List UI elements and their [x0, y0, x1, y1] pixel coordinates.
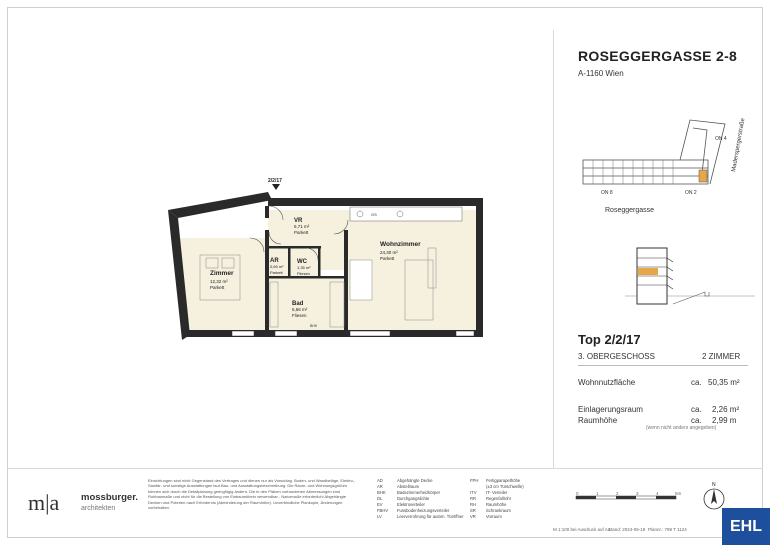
legend-row: DL Durchgangslichte: [377, 496, 430, 501]
stair-label-on4: ON 4: [715, 136, 727, 142]
logo-mark: m|a: [28, 490, 60, 515]
entry-tag: 2/2/17: [268, 178, 282, 184]
storage-label: Einlagerungsraum: [578, 405, 643, 414]
room-vr-floor: Parkett: [294, 230, 309, 235]
height-value: 2,99 m: [712, 416, 737, 425]
legend-left: [377, 478, 467, 520]
height-note: (wenn nicht anders angegeben): [646, 425, 717, 431]
section-diagram: [625, 240, 755, 312]
disclaimer: Einrichtungen sind nicht Gegenstand des Vertrages und dienen nur als Vorschlag. Boden- und Wandbeläge, Elektro-, Sanitär- und sonstige Ausstattungen laut Bau- und Ausstattungsbeschreibung. Die Raum- und Wohnungsgrößen können sich durch die Detailplanung geringfügig ändern. Die in den Plänen vorhandenen Abmessungen sind Rohbaumaße und nicht für die Bestellung von Einbaumöbeln verwendbar - Naturmaße erforderlich! Abgehängte Decken und Poterien nach Erfordernis (Abminderung der Raumhöhe). Unverbindliche Plankopie, Änderungen vorbehalten.: [148, 478, 356, 511]
room-vr-area: 5,71 m²: [294, 224, 310, 229]
room-bad-name: Bad: [292, 301, 304, 307]
floor-zimmer: [178, 238, 268, 330]
height-ca: ca.: [691, 416, 702, 425]
legend-row: SR Schrankraum: [470, 508, 511, 513]
legend-row: AR Abstellraum: [377, 484, 420, 489]
plan-stand: Stand: 2024-06-19: [608, 527, 646, 532]
legend-right: [470, 478, 550, 520]
legend-row: RH Raumhöhe: [470, 502, 507, 507]
apartment-floor-plan: [160, 170, 495, 370]
divider-horizontal: [7, 468, 763, 469]
room-zimmer-area: 12,32 m²: [210, 279, 228, 284]
floor-bad: [268, 278, 348, 330]
stair-label-on8: ON 8: [601, 190, 613, 196]
unit-label: Top 2/2/17: [578, 332, 641, 347]
room-ar-area: 0,69 m²: [270, 264, 284, 269]
north-label: N: [712, 482, 716, 488]
legend-row: EV Elektroverteiler: [377, 502, 425, 507]
scale-tick-5: 5m: [675, 491, 682, 496]
legend-row: BHK Badezimmerheizkörper: [377, 490, 441, 495]
legend-row: ITV IT- Verteiler: [470, 490, 508, 495]
scale-tick-0: 0: [576, 491, 579, 496]
unit-rooms: 2 ZIMMER: [702, 352, 741, 361]
room-wohnzimmer-name: Wohnzimmer: [380, 241, 421, 248]
logo-sub: architekten: [81, 505, 116, 512]
scale-tick-3: 3: [636, 491, 639, 496]
room-bad-floor: Fliesen: [292, 313, 307, 318]
scale-note: M 1:100 bei Ausdruck auf A4: [553, 527, 611, 532]
storage-ca: ca.: [691, 405, 702, 414]
street-roseggergasse: Roseggergasse: [605, 207, 655, 214]
room-wohnzimmer-area: 24,30 m²: [380, 250, 398, 255]
room-wohnzimmer-floor: Parkett: [380, 256, 395, 261]
room-zimmer-floor: Parkett: [210, 285, 225, 290]
room-ar-floor: Parkett: [270, 270, 283, 275]
legend-row: RR Regenfallrohr: [470, 496, 512, 501]
ehl-logo: EHL: [722, 508, 770, 545]
room-wc-area: 1,35 m²: [297, 265, 311, 270]
living-area-label: Wohnnutzfläche: [578, 378, 636, 387]
room-wc-floor: Fliesen: [297, 271, 310, 276]
legend-row: (±3 cm Türschwelle): [486, 484, 524, 489]
floor-highlight: [638, 268, 658, 275]
project-address: A-1160 Wien: [578, 69, 624, 78]
legend-row: FPH Fertigparapethöhe: [470, 478, 521, 483]
legend-row: FBHV Fussbodenheizungsverteiler: [377, 508, 450, 513]
logo-name: mossburger.: [81, 492, 139, 503]
room-bad-area: 5,66 m²: [292, 307, 308, 312]
legend-row: LV Leerverrohrung für autom. Türöffner: [377, 514, 464, 519]
label-bhk: BHK: [310, 324, 318, 328]
legend-row: AD Abgehängte Decke: [377, 478, 433, 483]
plan-number: Plannr.: 799 T 1124: [648, 527, 687, 532]
legend-row: VR Vorraum: [470, 514, 502, 519]
room-wc-name: WC: [297, 259, 307, 265]
room-ar-name: AR: [270, 258, 279, 264]
room-zimmer-name: Zimmer: [210, 270, 234, 277]
living-area-value: 50,35 m²: [708, 378, 740, 387]
height-label: Raumhöhe: [578, 416, 618, 425]
scale-tick-4: 4: [656, 491, 659, 496]
info-separator: [578, 365, 748, 366]
scale-tick-2: 2: [616, 491, 619, 496]
unit-highlight: [699, 170, 707, 182]
divider-vertical: [553, 30, 554, 468]
storage-value: 2,26 m²: [712, 405, 740, 414]
unit-floor: 3. OBERGESCHOSS: [578, 352, 655, 361]
scale-tick-1: 1: [596, 491, 599, 496]
living-area-ca: ca.: [691, 378, 702, 387]
street-maderspergerstrasse: Maderspergerstraße: [731, 117, 747, 173]
project-title: ROSEGGERGASSE 2-8: [578, 48, 738, 64]
scale-bar: [572, 490, 692, 510]
site-plan: [575, 110, 755, 220]
label-gs: GS: [371, 212, 377, 217]
room-vr-name: VR: [294, 218, 303, 224]
stair-label-on2: ON 2: [685, 190, 697, 196]
